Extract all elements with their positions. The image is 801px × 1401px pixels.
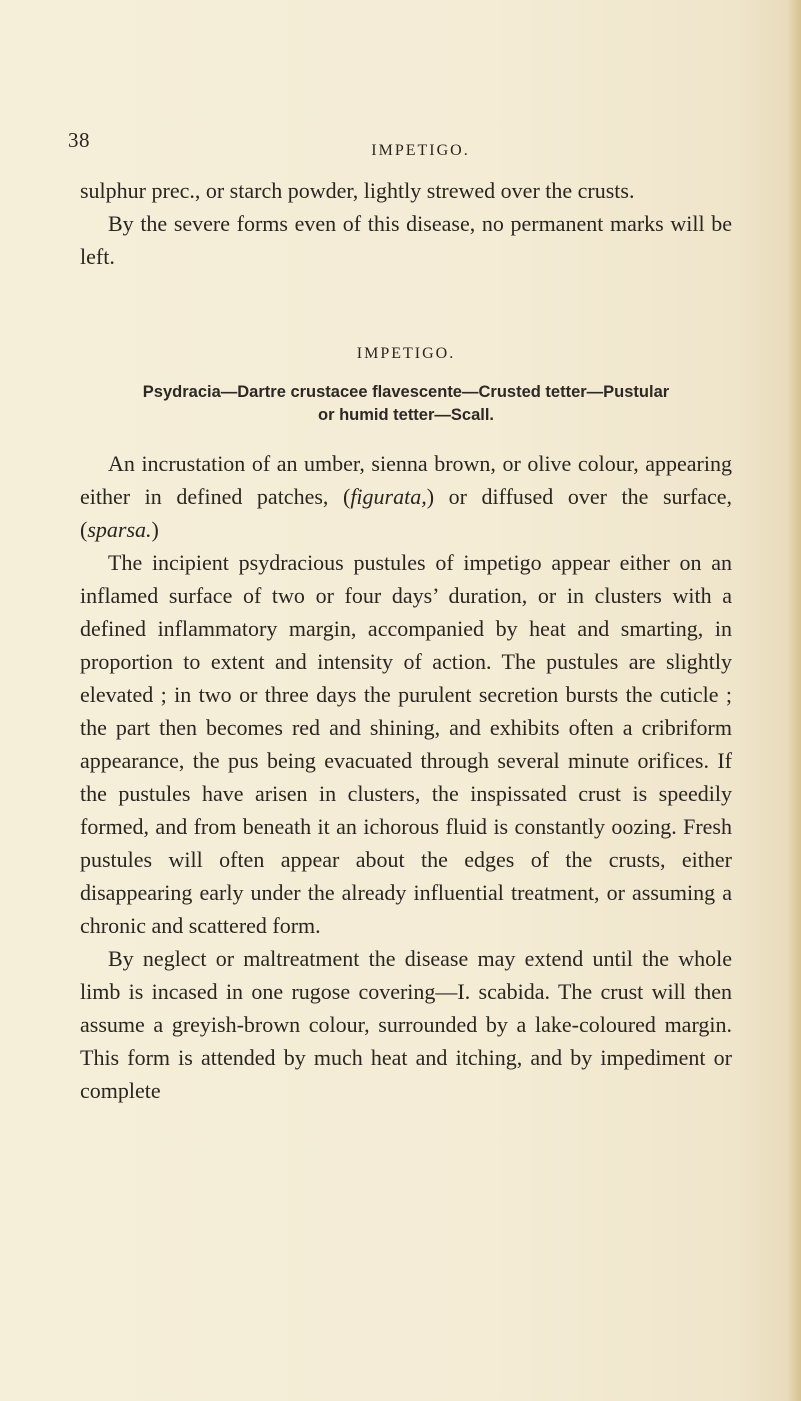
figurata-term: figurata, [350, 484, 427, 509]
synonyms-line-1: Psydracia—Dartre crustacee flavescente—Crusted tetter—Pustular [142, 383, 670, 401]
neglect-paragraph: By neglect or maltreatment the disease may extend until the whole limb is incased in one rugose covering—I. scabida. The crust will then assume a greyish-brown colour, surrounded by a lake-coloured margin. This form is attended by much heat and itching, and by impediment or complete [80, 946, 732, 1103]
section-title: IMPETIGO. [356, 345, 456, 362]
definition-text-c: ) [151, 517, 159, 542]
synonyms-line-2: or humid tetter—Scall. [317, 406, 495, 424]
page-text [80, 174, 732, 1107]
definition-text-a: An incrustation of an umber, sienna brown, or olive colour, appearing either in defined patches, ( [80, 451, 732, 509]
synonyms-heading [80, 381, 732, 427]
sparsa-term: sparsa. [87, 517, 152, 542]
definition-paragraph [80, 447, 732, 546]
pustules-paragraph: The incipient psydracious pustules of impetigo appear either on an inflamed surface of two or four days’ duration, or in clusters with a defined inflammatory margin, accompanied by heat and smarting, in proportion to extent and intensity of action. The pustules are slightly elevated ; in two or three days the purulent secretion bursts the cuticle ; the part then becomes red and shining, and exhibits often a cribriform appearance, the pus being evacuated through several minute orifices. If the pustules have arisen in clusters, the inspissated crust is speedily formed, and from beneath it an ichorous fluid is constantly oozing. Fresh pustules will often appear about the edges of the crusts, either disappearing early under the already influential treatment, or assuming a chronic and scattered form. [80, 550, 732, 938]
page-number: 38 [68, 128, 90, 152]
definition-text-b: ) or diffused over the surface, ( [80, 484, 732, 542]
continuation-paragraph: sulphur prec., or starch powder, lightly strewed over the crusts. [80, 178, 635, 203]
permanent-marks-paragraph: By the severe forms even of this disease, no permanent marks will be left. [80, 211, 732, 269]
running-head: IMPETIGO. [371, 142, 470, 159]
page-edge-shadow [787, 0, 801, 1401]
